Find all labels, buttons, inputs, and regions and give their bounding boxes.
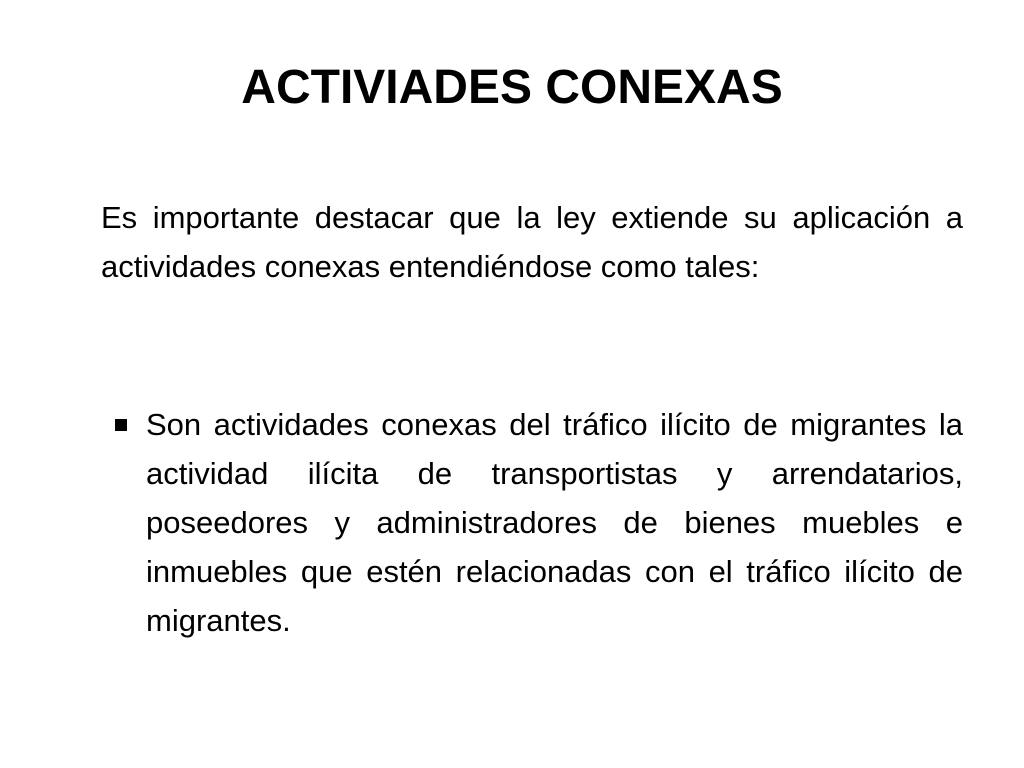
bullet-list — [101, 400, 963, 645]
intro-paragraph: Es importante destacar que la ley extiende su aplicación a actividades conexas entendiéndose como tales: — [101, 200, 963, 284]
bullet-item — [101, 400, 963, 645]
bullet-text: Son actividades conexas del tráfico ilícito de migrantes la actividad ilícita de transportistas y arrendatarios, poseedores y administradores de bienes muebles e inmuebles que estén relacionadas con el tráfico ilícito de migrantes. — [146, 407, 963, 638]
square-bullet-icon — [115, 419, 127, 431]
slide-title: ACTIVIADES CONEXAS — [241, 61, 783, 114]
